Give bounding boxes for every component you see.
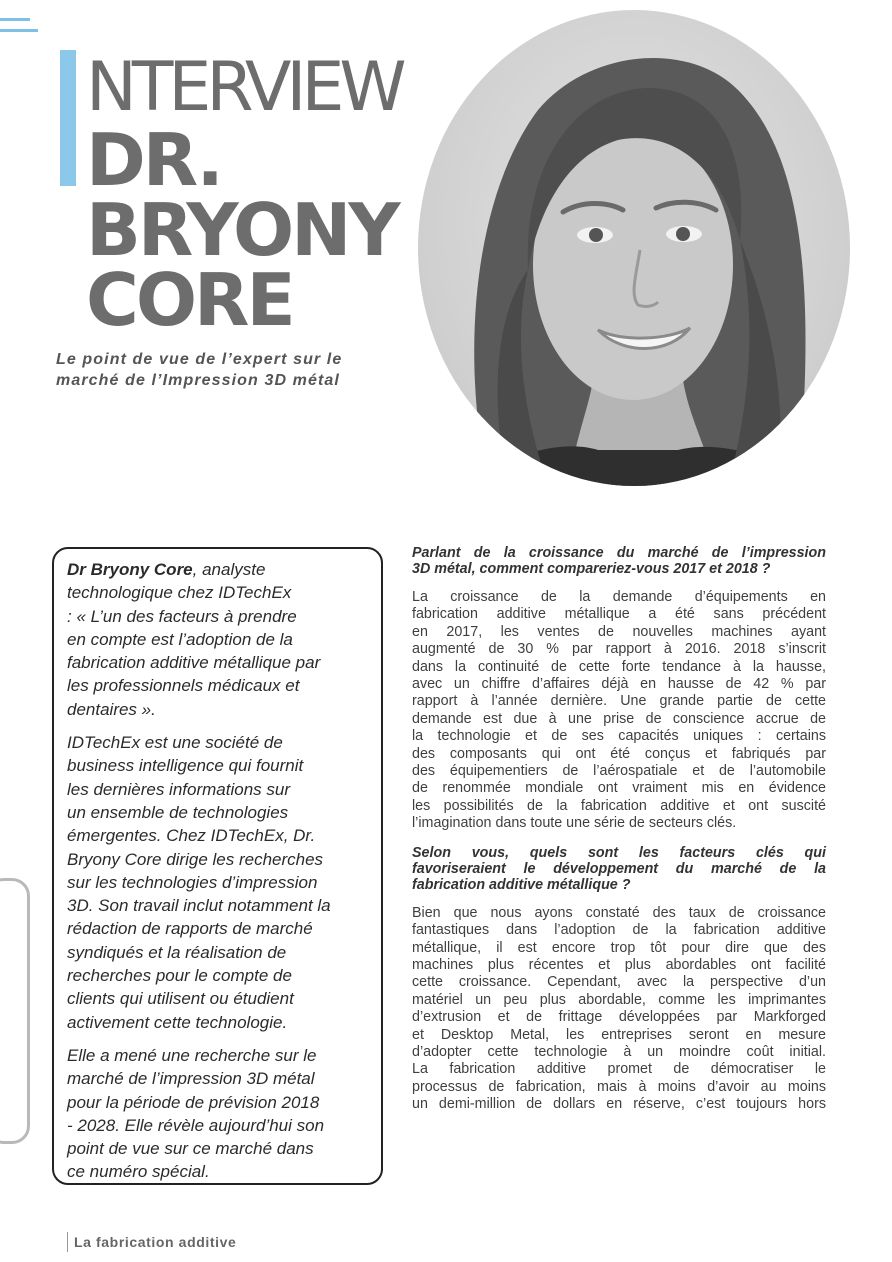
answer-line: en 2017, les ventes de nouvelles machines ayant <box>412 623 826 640</box>
bio-line: marché de l’impression 3D métal <box>67 1069 315 1089</box>
bio-line: dentaires ». <box>67 699 156 719</box>
question-line: Selon vous, quels sont les facteurs clés qui <box>412 844 826 861</box>
footer-divider <box>67 1232 68 1252</box>
bio-line: fabrication additive métallique par <box>67 653 321 673</box>
bio-text: , analyste <box>192 560 266 579</box>
answer-line: dans la continuité de cette forte tendance à la hausse, <box>412 658 826 675</box>
subtitle-line: Le point de vue de l’expert sur le <box>56 351 343 368</box>
answer-line: des composants qui ont été conçus et fabriqués par <box>412 745 826 762</box>
question-line: fabrication additive métallique ? <box>412 876 631 893</box>
bio-line: business intelligence qui fournit <box>67 756 304 776</box>
title-line-core: CORE <box>86 258 293 342</box>
bio-line: sur les technologies d’impression <box>67 872 318 892</box>
answer-line: avec un chiffre d’affaires déjà en hausse de 42 % par <box>412 676 826 693</box>
bio-paragraph <box>67 558 381 721</box>
bio-paragraph <box>67 1044 381 1184</box>
bio-line: recherches pour le compte de <box>67 966 292 986</box>
footer-label: La fabrication additive <box>74 1234 237 1250</box>
question-line: 3D métal, comment compareriez-vous 2017 et 2018 ? <box>412 561 771 577</box>
bio-line: les dernières informations sur <box>67 779 290 799</box>
title-line-interview: NTERVIEW <box>86 48 402 127</box>
bio-line: les professionnels médicaux et <box>67 676 300 696</box>
title-accent-bar <box>60 50 76 186</box>
question-1 <box>412 545 826 577</box>
bio-line: Bryony Core dirige les recherches <box>67 849 324 869</box>
answer-line: machines plus récentes et plus abordables ont facilité <box>412 956 826 973</box>
bio-line: 3D. Son travail inclut notamment la <box>67 896 331 916</box>
side-bracket-decoration <box>0 878 30 1144</box>
bio-line: un ensemble de technologies <box>67 802 289 822</box>
bio-line: clients qui utilisent ou étudient <box>67 989 294 1009</box>
answer-line: l’imagination dans toute une série de secteurs clés. <box>412 815 737 832</box>
answer-line: cette croissance. Cependant, avec la perspective d’un <box>412 974 826 991</box>
answer-2 <box>412 905 826 1114</box>
bio-line: - 2028. Elle révèle aujourd’hui son <box>67 1115 325 1135</box>
answer-line: d’extrusion et de frittage développées par Markforged <box>412 1009 826 1026</box>
interview-column <box>412 545 826 1126</box>
portrait-photo <box>418 10 850 486</box>
question-2 <box>412 845 826 893</box>
answer-1 <box>412 589 826 833</box>
answer-line: matériel un peu plus abordable, comme les imprimantes <box>412 991 826 1008</box>
answer-line: rapport à l’année dernière. Une grande partie de cette <box>412 693 826 710</box>
answer-line: de renommée mondiale ont vraiment mis en évidence <box>412 780 826 797</box>
answer-line: la technologie et de ses capacités uniques : certains <box>412 728 826 745</box>
answer-line: des équipementiers de l’aérospatiale et de l’automobile <box>412 763 826 780</box>
answer-line: augmenté de 30 % par rapport à 2016. 2018 s’inscrit <box>412 641 826 658</box>
answer-line: fabrication additive métallique a été sans précédent <box>412 606 826 623</box>
bio-line: en compte est l’adoption de la <box>67 629 293 649</box>
question-line: favoriseraient le développement du marché de la <box>412 860 826 877</box>
bio-line: syndiqués et la réalisation de <box>67 942 287 962</box>
answer-line: demande est due à une prise de conscience accrue de <box>412 710 826 727</box>
bio-line: technologique chez IDTechEx <box>67 583 292 603</box>
bio-line: ce numéro spécial. <box>67 1162 210 1182</box>
answer-line: La fabrication additive promet de démocratiser le <box>412 1061 826 1078</box>
answer-line: les possibilités de la fabrication additive et ont suscité <box>412 797 826 814</box>
subtitle <box>56 349 416 391</box>
answer-line: fantastiques dans l’adoption de la fabrication additive <box>412 922 826 939</box>
decorative-line <box>0 18 30 21</box>
answer-line: et Desktop Metal, les entreprises seront en mesure <box>412 1026 826 1043</box>
answer-line: La croissance de la demande d’équipements en <box>412 589 826 605</box>
answer-line: un demi-million de dollars en réserve, c’est toujours hors <box>412 1096 826 1113</box>
bio-line: pour la période de prévision 2018 <box>67 1092 320 1112</box>
bio-line: émergentes. Chez IDTechEx, Dr. <box>67 826 316 846</box>
bio-box <box>52 547 383 1185</box>
answer-line: d’adopter cette technologie à un moindre coût initial. <box>412 1043 826 1060</box>
answer-line: Bien que nous ayons constaté des taux de croissance <box>412 904 826 921</box>
bio-line: rédaction de rapports de marché <box>67 919 313 939</box>
bio-name: Dr Bryony Core <box>67 560 193 579</box>
title-line-bryony: BRYONY <box>86 188 398 272</box>
title-line-dr: DR. <box>86 118 221 202</box>
bio-paragraph <box>67 731 381 1034</box>
bio-line: Elle a mené une recherche sur le <box>67 1045 317 1065</box>
bio-line: IDTechEx est une société de <box>67 733 283 753</box>
question-line: Parlant de la croissance du marché de l’impression <box>412 545 826 561</box>
answer-line: métallique, il est encore trop tôt pour dire que des <box>412 939 826 956</box>
answer-line: processus de fabrication, mais à moins d’avoir au moins <box>412 1078 826 1095</box>
decorative-line <box>0 29 38 32</box>
bio-line <box>67 558 381 581</box>
bio-line: activement cette technologie. <box>67 1012 288 1032</box>
subtitle-line: marché de l’Impression 3D métal <box>56 372 340 389</box>
bio-line: : « L’un des facteurs à prendre <box>67 606 297 626</box>
bio-line: point de vue sur ce marché dans <box>67 1139 314 1159</box>
